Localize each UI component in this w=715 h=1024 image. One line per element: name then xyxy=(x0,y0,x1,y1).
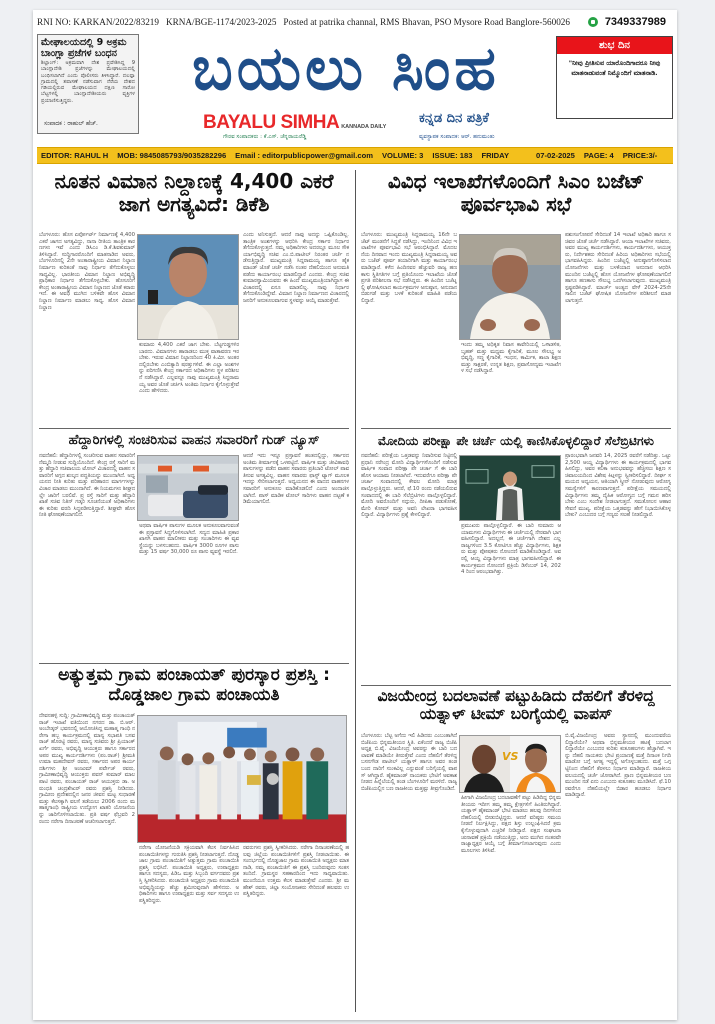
honorary-editor: ಗೌರವ ಸಂಪಾದಕರು : ಕೆ.ಎಸ್. ಚೆನ್ನರಾಯರೆಡ್ಡಿ xyxy=(223,134,307,140)
quote-text: "ನೀವು ಪ್ರೀತಿಸುವ ಯಾರೊಂದಿಗಾದರೂ ನೀವು ಮಾತನಾಡುವಂತೆ ನಿಮ್ಮೊಂದಿಗೆ ಮಾತನಾಡಿ. xyxy=(568,59,661,77)
masthead-logo-english xyxy=(203,112,386,134)
quote-title: ಶುಭ ದಿನ xyxy=(557,37,672,54)
story-separator xyxy=(361,428,671,429)
story-column-text: ಹೀಗಾಗಿ ವಿಜಯೇಂದ್ರ ಬದಲಾವಣೆಗೆ ಪಟ್ಟು ಹಿಡಿದಿದ್ದ ಭಿನ್ನಮತೀಯರು ಇದೀಗ ತಮ್ಮ ತಮ್ಮ ಕ್ಷೇತ್ರಗಳಿಗೆ ಹಿಂತಿರುಗಿದ್ದಾರೆ. ಯತ್ನಾಳ್ ಹೈಕಮಾಂಡ್ ಭೇಟಿ ಮಾಡಲು ಹಲವು ದಿನಗಳಿಂದ ದೆಹಲಿಯಲ್ಲಿ ಬೀಡುಬಿಟ್ಟಿದ್ದರು. ಆದರೆ ವರಿಷ್ಠರು ಸಮಯ ನೀಡದೆ ನಿರ್ಲಕ್ಷಿಸಿದ್ದು, ಪಕ್ಷದ ಶಿಸ್ತು ಉಲ್ಲಂಘಿಸಿದರೆ ಕ್ರಮ ಕೈಗೊಳ್ಳುವುದಾಗಿ ಎಚ್ಚರಿಕೆ ನೀಡಿದ್ದಾರೆ. ಪಕ್ಷದ ಸಂಘಟನಾ ಚುನಾವಣೆ ಪ್ರಕ್ರಿಯೆ ನಡೆಯುತ್ತಿದ್ದು, ಅದು ಮುಗಿದ ನಂತರವೇ ರಾಜ್ಯಾಧ್ಯಕ್ಷರ ಆಯ್ಕೆ ಬಗ್ಗೆ ತೀರ್ಮಾನಿಸಲಾಗುವುದು ಎಂದು ಮೂಲಗಳು ತಿಳಿಸಿವೆ. xyxy=(461,795,561,854)
story-column-text: ಅಥವಾ ವಾರ್ಷಿಕ ಪಾಸುಗಳ ಮೂಲಕ ಅನುಕೂಲವಾಗುವಂತೆ ಈ ಪ್ರಸ್ತಾವನೆ ಸಿದ್ಧಗೊಳಿಸಲಾಗಿದೆ. ಸದ್ಯದ ಮಾಹಿತಿ ಪ್ರಕಾರ ಖಾಸಗಿ ವಾಹನ ಮಾಲೀಕರು ಮತ್ತು ಸಂಚಾರಿಗಳು ಈ ವ್ಯವಸ್ಥೆಯನ್ನು ಬಳಸಬಹುದು. ವಾರ್ಷಿಕ 3000 ರೂಗಳ ಪಾಸು ಮತ್ತು 15 ವರ್ಷ 30,000 ರೂ ಪಾಸು ವ್ಯವಸ್ಥೆ ಇರಲಿದೆ. xyxy=(139,523,239,556)
story-column: ನವದೆಹಲಿ: ಪರೀಕ್ಷೆಯ ಒತ್ತಡವನ್ನು ನಿವಾರಿಸುವ ನಿಟ್ಟಿನಲ್ಲಿ ಪ್ರಧಾನಿ ನರೇಂದ್ರ ಮೋದಿ ವಿದ್ಯಾರ್ಥಿಗಳೊಂದಿಗೆ ನಡೆಸುವ ವಾರ್ಷಿಕ ಸಂವಾದ ಪರೀಕ್ಷಾ ಪೇ ಚರ್ಚಾ ಗೆ ಈ ಬಾರಿ ಹೊಸ ಆಯಾಮ ನೀಡಲಾಗಿದೆ. ಇದುವರೆಗೂ ಪರೀಕ್ಷಾ ಪೇ ಚರ್ಚಾ ಸಂವಾದದಲ್ಲಿ ಕೇವಲ ಮೋದಿ ಮಾತ್ರ ಪಾಲ್ಗೊಳ್ಳುತ್ತಿದ್ದರು. ಆದರೆ, ಫೆ.10 ರಂದು ನಡೆಯಲಿರುವ ಸಂವಾದದಲ್ಲಿ ಈ ಬಾರಿ ಸೆಲೆಬ್ರಿಟಿಗಳು ಪಾಲ್ಗೊಳ್ಳಲಿದ್ದಾರೆ. ಮೋದಿ ಅವರೊಂದಿಗೆ ಸದ್ಗುರು, ದೀಪಿಕಾ ಪಡುಕೋಣೆ, ಮೇರಿ ಕೋಮ್ ಮತ್ತು ಅವನಿ ಲೇಖರಾ ಭಾಗವಹಿಸಲಿದ್ದಾರೆ. ವಿದ್ಯಾರ್ಥಿಗಳು ಪ್ರಶ್ನೆ ಕೇಳಲಿದ್ದಾರೆ. xyxy=(361,453,457,519)
postal-info: Posted at patrika channal, RMS Bhavan, PSO Mysore Road Banglore-560026 xyxy=(283,17,570,27)
masthead-title-english: BAYALU SIMHA xyxy=(203,112,340,133)
whatsapp-icon xyxy=(588,17,598,27)
weekday: FRIDAY xyxy=(481,151,510,160)
yatnal-vs-vijayendra-photo xyxy=(459,735,561,793)
story-headline: ನೂತನ ವಿಮಾನ ನಿಲ್ದಾಣಕ್ಕೆ 4,400 ಎಕರೆ ಜಾಗ ಅಗತ್ಯವಿದೆ: ಡಿಕೆಶಿ xyxy=(54,169,334,216)
story-headline: ಹೆದ್ದಾರಿಗಳಲ್ಲಿ ಸಂಚರಿಸುವ ವಾಹನ ಸವಾರರಿಗೆ ಗುಡ್ ನ್ಯೂಸ್ xyxy=(68,433,320,448)
price: PRICE:3/- xyxy=(622,151,658,160)
toll-plaza-photo xyxy=(137,455,239,521)
news-brief-box xyxy=(37,34,139,134)
story-column: ಆದರೆ ಇದು ಇನ್ನೂ ಪ್ರಸ್ತಾವನೆ ಹಂತದಲ್ಲಿದ್ದು, ಸರ್ಕಾರದ ಅಂತಿಮ ತೀರ್ಮಾನಕ್ಕೆ ಒಳಪಟ್ಟಿದೆ. ವಾರ್ಷಿಕ ಮತ್ತು ಜೀವಿತಾವಧಿ ಪಾಸುಗಳನ್ನು ಪಡೆದ ವಾಹನ ಸವಾರರು ಪ್ರತಿಬಾರಿ ಟೋಲ್ ಪಾವತಿಸುವ ಅಗತ್ಯವಿಲ್ಲ. ವಾಹನ ಸವಾರರು ಫಾಸ್ಟ್ ಟ್ಯಾಗ್ ಮೂಲಕ ಇದನ್ನು ಸೇರಿಸಲಾಗುತ್ತದೆ. ಅಧ್ಯಯನದ ಈ ವಾದದ ವಾಹನಗಳ ಸವಾರರಿಗೆ ಅನುಕೂಲ ಮಾಡಿಕೊಡಲಿದೆ ಎಂದು ಅಂದಾಜಿಸಲಾಗಿದೆ. ಪಾಸ್ ಮಾಡಿಕ ಟೋಲ್ ಸಾರಿಗಳು ವಾಹನ ದಟ್ಟಣೆ ಕಡಿಮೆಯಾಗಲಿದೆ. xyxy=(243,453,349,506)
story-column: ಬೆಂಗಳೂರು: ಮುಖ್ಯಮಂತ್ರಿ ಸಿದ್ದರಾಮಯ್ಯ 16ನೇ ಬಜೆಟ್ ಮಂಡನೆಗೆ ಸಿದ್ಧತೆ ನಡೆಸಿದ್ದು, ಇಂದಿನಿಂದ ವಿವಿಧ ಇಲಾಖೆಗಳ ಪೂರ್ವಭಾವಿ ಸಭೆ ಆರಂಭಿಸಿದ್ದಾರೆ. ಮೊದಲನೆಯ ದಿನವಾದ ಇಂದು ಮುಖ್ಯಮಂತ್ರಿ ಸಿದ್ದರಾಮಯ್ಯ ಅವರು ಬಜೆಟ್ ಪೂರ್ವ ತಯಾರಿಗಾಗಿ ಮತ್ತು ಕಾರ್ಯಾರಂಭ ಮಾಡಿದ್ದಾರೆ. ಕಳೆದ ಹಿಂದಿನವರ ಹೆಚ್ಚುವರಿ ರಾಜ್ಯ ಹಣಕಾಸು ಸ್ಥಿತಿಗತಿಗಳ ಬಗ್ಗೆ ಪ್ರತಿಯೊಂದು ಇಲಾಖೆಯ ಜೊತೆ ಪ್ರಗತಿ ಪರಿಶೀಲನಾ ಸಭೆ ನಡೆಸಿದ್ದರು. ಈ ಹಿಂದಿನ ಬಜೆಟ್ನಲ್ಲಿ ಘೋಷಿಸಲಾದ ಕಾರ್ಯಕ್ರಮಗಳ ಅನುಷ್ಠಾನ, ಅನುದಾನ ಬಿಡುಗಡೆ ಮತ್ತು ಬಳಕೆ ಕುರಿತಂತೆ ಮಾಹಿತಿ ಪಡೆಯಲಿದ್ದಾರೆ. xyxy=(361,232,457,304)
story-column-text: ಇಂದು ತಮ್ಮ ಅಧಿಕೃತ ನಿವಾಸ ಕಾವೇರಿಯಲ್ಲಿ ಒಳಾಡಳಿತ, ಬೃಹತ್ ಮತ್ತು ಮಧ್ಯಮ ಕೈಗಾರಿಕೆ, ಮೂಲ ಸೌಲಭ್ಯ ಅಭಿವೃದ್ಧಿ, ಸಣ್ಣ ಕೈಗಾರಿಕೆ, ಇಂಧನ, ಕಾರ್ಮಿಕ, ಶಾಲಾ ಶಿಕ್ಷಣ ಮತ್ತು ಸಾಕ್ಷರತೆ, ಉನ್ನತ ಶಿಕ್ಷಣ, ಪ್ರವಾಸೋದ್ಯಮ ಇಲಾಖೆಗಳ ಸಭೆ ನಡೆಸಿದ್ದಾರೆ. xyxy=(461,342,561,375)
story-airport xyxy=(37,168,351,426)
story-column-text: ನರೇಗಾ ಯೋಜನೆಯಡಿ ಸಕ್ರಿಯವಾಗಿ ಕೆಲಸ ನಿರ್ವಹಿಸಿದ ಪಂಚಾಯಿತಿಗಳನ್ನು ಗುರುತಿಸಿ ಪ್ರಶಸ್ತಿ ನೀಡಲಾಗುತ್ತದೆ. ದೊಡ್ಡಜಾಲ ಗ್ರಾಮ ಪಂಚಾಯಿತಿಗೆ ಅತ್ಯುತ್ತಮ ಗ್ರಾಮ ಪಂಚಾಯಿತಿ ಪ್ರಶಸ್ತಿ ಲಭಿಸಿದೆ. ಪಂಚಾಯಿತಿ ಅಧ್ಯಕ್ಷರು, ಉಪಾಧ್ಯಕ್ಷರು ಹಾಗೂ ಸದಸ್ಯರು, ಪಿಡಿಒ ಮತ್ತು ಸಿಬ್ಬಂದಿ ವರ್ಗದವರು ಪ್ರಶಸ್ತಿ ಸ್ವೀಕರಿಸಿದರು. ಪಂಚಾಯಿತಿ ಅಧ್ಯಕ್ಷರು ಗ್ರಾಮ ಪಂಚಾಯಿತಿ ಅಭಿವೃದ್ಧಿಯನ್ನು ಹೆಚ್ಚು ಶ್ರಮಿಸುವುದಾಗಿ ಹೇಳಿದರು. ಅಧಿಕಾರಿಗಳು ಹಾಗೂ ಉಪಾಧ್ಯಕ್ಷರು ಮತ್ತು ಸರ್ವ ಸದಸ್ಯರು ಉಪಸ್ಥಿತರಿದ್ದರು. xyxy=(139,845,239,904)
mobile-numbers: MOB: 9845085793/9035282296 xyxy=(117,151,227,160)
story-budget-meeting xyxy=(359,168,673,426)
story-column-text: ರವರುಗಳು ಪ್ರಶಸ್ತಿ ಸ್ವೀಕರಿಸಿದರು. ನರೇಗಾ ದಿನಾಚರಣೆಯಲ್ಲಿ ಹಲವು ಜಿಲ್ಲೆಯ ಪಂಚಾಯಿತಿಗಳಿಗೆ ಪ್ರಶಸ್ತಿ ನೀಡಲಾಯಿತು. ಈ ಸಂದರ್ಭದಲ್ಲಿ ದೊಡ್ಡಜಾಲ ಗ್ರಾಮ ಪಂಚಾಯಿತಿ ಅಧ್ಯಕ್ಷರು ಮಾತನಾಡಿ, ನಮ್ಮ ಪಂಚಾಯಿತಿಗೆ ಈ ಪ್ರಶಸ್ತಿ ಬಂದಿರುವುದು ಸಂತಸ ತಂದಿದೆ. ಗ್ರಾಮಸ್ಥರ ಸಹಕಾರದಿಂದ ಇದು ಸಾಧ್ಯವಾಯಿತು. ಮುಂದೆಯೂ ಉತ್ತಮ ಕೆಲಸ ಮಾಡುತ್ತೇವೆ ಎಂದರು. ಶ್ರೀ ಮಹೇಶ್ ರವರು, ಜಿಲ್ಲಾ ಸಂಯೋಜಕರು ಸೇರಿದಂತೆ ಹಲವರು ಉಪಸ್ಥಿತರಿದ್ದರು. xyxy=(243,845,349,898)
story-pariksha-pe-charcha xyxy=(359,431,673,661)
story-headline: ಅತ್ಯುತ್ತಮ ಗ್ರಾಮ ಪಂಚಾಯತ್ ಪುರಸ್ಕಾರ ಪ್ರಶಸ್ತಿ : ದೊಡ್ಡಜಾಲ ಗ್ರಾಮ ಪಂಚಾಯತಿ xyxy=(58,665,330,705)
brief-headline: ಮೇಘಾಲಯದಲ್ಲಿ 9 ಅಕ್ರಮ ಬಾಂಗ್ಲಾ ಪ್ರಜೆಗಳ ಬಂಧನ xyxy=(41,37,127,59)
dk-shivakumar-photo xyxy=(137,234,239,340)
masthead-logo-kannada: ಬಯಲು ಸಿಂಹ xyxy=(192,34,500,104)
story-headline: ಮೋದಿಯ ಪರೀಕ್ಷಾ ಪೇ ಚರ್ಚೆ ಯಲ್ಲಿ ಕಾಣಿಸಿಕೊಳ್ಳಲಿದ್ದಾರೆ ಸೆಲೆಬ್ರಿಟಿಗಳು xyxy=(377,434,655,448)
story-column: ಬೆಂಗಳೂರು: ಬೆಟ್ಟ ಅಗೆದು ಇಲಿ ಹಿಡಿದರು ಎಂಬಂತಾಗಿದೆ ಬಿಜೆಪಿಯ ಭಿನ್ನಮತೀಯರ ಸ್ಥಿತಿ. ಏಕೆಂದರೆ ರಾಜ್ಯ ಬಿಜೆಪಿ ಅಧ್ಯಕ್ಷ ಬಿ.ವೈ. ವಿಜಯೇಂದ್ರ ಅವರನ್ನು ಈ ಬಾರಿ ಬದಲಾವಣೆ ಮಾಡಿಯೇ ತೀರುತ್ತೇವೆ ಎಂದು ದೆಹಲಿಗೆ ತೆರಳಿದ್ದ ಬಸನಗೌಡ ಪಾಟೀಲ್ ಯತ್ನಾಳ್ ಹಾಗೂ ಅವರ ತಂಡ ಬಂದ ದಾರಿಗೆ ಸುಂಕವಿಲ್ಲ ಎನ್ನುವಂತೆ ಬರಿಗೈಯಲ್ಲಿ ವಾಪಸ್ ಆಗಿದ್ದಾರೆ. ಹೈಕಮಾಂಡ್ ನಾಯಕರು ಭೇಟಿಗೆ ಅವಕಾಶ ನೀಡದ ಹಿನ್ನೆಲೆಯಲ್ಲಿ ತಂಡ ಬೆಂಗಳೂರಿಗೆ ಮರಳಿದೆ. ರಾಜ್ಯ ಬಿಜೆಪಿಯಲ್ಲಿನ ಬಣ ರಾಜಕೀಯ ಮತ್ತಷ್ಟು ತೀವ್ರಗೊಂಡಿದೆ. xyxy=(361,733,457,792)
newspaper-page xyxy=(33,10,677,1020)
modi-photo xyxy=(459,455,561,521)
quote-of-the-day xyxy=(556,36,673,119)
volume-number: VOLUME: 3 xyxy=(381,151,424,160)
issue-date: 07-02-2025 xyxy=(536,151,575,160)
story-separator xyxy=(39,663,349,664)
story-column-text: ಕುಮಾರು 4,400 ಎಕರೆ ಜಾಗ ಬೇಕು. ಬೆಟ್ಟಗುಡ್ಡಗಳಿರಬಾರದು. ವಿಮಾನಗಳು ಹಾರಾಡಲು ಮುಕ್ತ ವಾತಾವರಣ ಇರಬೇಕು. ಇರುವ ವಿಮಾನ ನಿಲ್ದಾಣದಿಂದ 40 ಕಿ.ಮೀ. ಅಂತರದಲ್ಲಿರಬೇಕು ಎಂಬಿತ್ಯಾದಿ ಷರತ್ತುಗಳಿವೆ. ಈ ಎಲ್ಲಾ ಅಂಶಗಳನ್ನು ಪರಿಗಣಿಸಿ ಕೇಂದ್ರ ಸರ್ಕಾರದ ಅಧಿಕಾರಿಗಳು ಸ್ಥಳ ಪರಿಶೀಲನೆ ನಡೆಸಿದ್ದಾರೆ. ಎಲ್ಲವನ್ನೂ ನಾವು ಮುಖ್ಯಮಂತ್ರಿ ಸಿದ್ದರಾಮಯ್ಯ ಅವರ ಜೊತೆ ಚರ್ಚಿಸಿ ಅಂತಿಮ ನಿರ್ಧಾರ ಕೈಗೊಳ್ಳುತ್ತೇವೆ ಎಂದು ಹೇಳಿದರು. xyxy=(139,342,239,395)
story-column: ದೇವನಹಳ್ಳಿ ಸುದ್ದಿ: ಗ್ರಾಮೀಣಾಭಿವೃದ್ಧಿ ಮತ್ತು ಪಂಚಾಯತ್ ರಾಜ್ ಇಲಾಖೆ ವತಿಯಿಂದ ನಗರದ ಡಾ. ಬಿ.ಆರ್. ಅಂಬೇಡ್ಕರ್ ಭವನದಲ್ಲಿ ಆಯೋಜಿಸಿದ್ದ ಮಹಾತ್ಮ ಗಾಂಧಿ ನರೇಗಾ ಹಬ್ಬ ಕಾರ್ಯಕ್ರಮದಲ್ಲಿ ಮಾನ್ಯ ಸಭಾಪತಿ ಬಸವರಾಜ್ ಹೊರಟ್ಟಿ ರವರು, ಮಾನ್ಯ ಸಚಿವರು ಶ್ರೀ ಪ್ರಿಯಾಂಕ್ ಖರ್ಗೆ ರವರು, ಅಭಿವೃದ್ಧಿ ಆಯುಕ್ತರು ಹಾಗೂ ಸರ್ಕಾರದ ಅಪರ ಮುಖ್ಯ ಕಾರ್ಯದರ್ಶಿಗಳು (ಪಂ.ರಾಜ್) ಶ್ರೀಮತಿ ಉಮಾ ಮಹದೇವನ್ ರವರು, ಸರ್ಕಾರದ ಅಪರ ಕಾರ್ಯದರ್ಶಿಗಳು ಶ್ರೀ ಅಂಜುಮ್ ಪರ್ವೇಜ್ ರವರು, ಗ್ರಾಮೀಣಾಭಿವೃದ್ಧಿ ಆಯುಕ್ತರು ಪವನ್ ಕುಮಾರ್ ಮಾಲಪಾಟಿ ರವರು, ಪಂಚಾಯತ್ ರಾಜ್ ಆಯುಕ್ತರು ಡಾ. ಅರುಂಧತಿ ಚಂದ್ರಶೇಖರ್ ರವರು ಪ್ರಶಸ್ತಿ ನೀಡಿದರು. ಗ್ರಾಮೀಣ ಪ್ರದೇಶದಲ್ಲಿನ ಜನರ ಜೀವನ ಮಟ್ಟ ಸುಧಾರಣೆ ಮತ್ತು ಕೆಲಸಕ್ಕಾಗಿ ವಲಸೆ ತಡೆಯಲು 2006 ರಂದು ಮಹಾತ್ಮಗಾಂಧಿ ರಾಷ್ಟ್ರೀಯ ಉದ್ಯೋಗ ಖಾತರಿ ಯೋಜನೆಯನ್ನು ಜಾರಿಗೊಳಿಸಲಾಯಿತು. ಪ್ರತಿ ವರ್ಷ ಫೆಬ್ರವರಿ 2 ರಂದು ನರೇಗಾ ದಿನಾಚರಣೆ ಆಚರಿಸಲಾಗುತ್ತದೆ. xyxy=(39,713,135,825)
masthead-subtitle-english: KANNADA DAILY xyxy=(341,124,387,130)
award-ceremony-photo xyxy=(137,715,347,843)
editor-credit: ಸಂಪಾದಕ : ರಾಹುಲ್ ಹೆಚ್. xyxy=(44,121,98,127)
story-headline: ವಿಜಯೇಂದ್ರ ಬದಲಾವಣೆ ಪಟ್ಟುಹಿಡಿದು ದೆಹಲಿಗೆ ತೆರಳಿದ್ದ ಯತ್ನಾಳ್ ಟೀಮ್ ಬರಿಗೈಯಲ್ಲಿ ವಾಪಸ್ xyxy=(377,687,655,723)
story-column: ಎಂದು ಅನಿಸುತ್ತದೆ. ಆದರೆ ನಾವು ಅದನ್ನು ಒಪ್ಪಿಕೊಂಡಿಲ್ಲ. ತಾಂತ್ರಿಕ ಅಂಶಗಳನ್ನು ಆಧರಿಸಿ ಕೇಂದ್ರ ಸರ್ಕಾರ ನಿರ್ಧಾರ ತೆಗೆದುಕೊಳ್ಳುತ್ತದೆ. ನಮ್ಮ ಅಧಿಕಾರಿಗಳು ಅದರಲ್ಲೂ ಮೂಲ ಸೌಕರ್ಯಾಭಿವೃದ್ಧಿ ಸಚಿವ ಎಂ.ಬಿ.ಪಾಟೀಲ್ ನಿರಂತರ ಚರ್ಚೆ ನಡೆಸುತ್ತಿದ್ದಾರೆ. ಮುಖ್ಯಮಂತ್ರಿ ಸಿದ್ದರಾಮಯ್ಯ ಹಾಗೂ ಹೈಕಮಾಂಡ್ ಜೊತೆ ಚರ್ಚೆ ನಡೆಸಿ ನಂತರ ದೆಹಲಿಯಿಂದ ಅನುಮತಿ ಪಡೆದು ಕಾರ್ಯಾರಂಭ ಮಾಡಲಿದ್ದಾರೆ ಎಂದರು. ಕೇಂದ್ರ ಸಚಿವ ಕುಮಾರಸ್ವಾಮಿಯವರು ಈ ಹಿಂದೆ ಮುಖ್ಯಮಂತ್ರಿಯಾಗಿದ್ದಾಗ ಈ ವಿಚಾರದಲ್ಲಿ ಏನೂ ಮಾಡಲಿಲ್ಲ. ನಾವು ನಿರ್ಧಾರ ತೆಗೆದುಕೊಂಡಿದ್ದೇವೆ. ವಿಮಾನ ನಿಲ್ದಾಣ ನಿರ್ಮಾಣದ ವಿಚಾರದಲ್ಲಿ ಜನರಿಗೆ ಅನುಕೂಲವಾಗುವ ಸ್ಥಳವನ್ನು ಆಯ್ಕೆ ಮಾಡುತ್ತೇವೆ. xyxy=(243,232,349,304)
siddaramaiah-photo xyxy=(459,234,561,340)
email-address[interactable]: Email : editorpublicpower@gmail.com xyxy=(235,151,373,160)
story-column: ಪಶುಸಂಗೋಪನೆ ಸೇರಿದಂತೆ 14 ಇಲಾಖೆ ಅಧಿಕಾರಿ ಹಾಗೂ ಸಚಿವರ ಜೊತೆ ಚರ್ಚೆ ನಡೆಸಿದ್ದಾರೆ. ಆಯಾ ಇಲಾಖೆಗಳ ಸಚಿವರು, ಅವರ ಮುಖ್ಯ ಕಾರ್ಯದರ್ಶಿಗಳು, ಕಾರ್ಯದರ್ಶಿಗಳು, ಆಯುಕ್ತರು, ನಿರ್ದೇಶಕರು ಸೇರಿದಂತೆ ಹಿರಿಯ ಅಧಿಕಾರಿಗಳು ಸಭೆಯಲ್ಲಿ ಭಾಗವಹಿಸಿದ್ದರು. ಹಿಂದಿನ ಬಜೆಟ್ನಲ್ಲಿ ಅನುಷ್ಠಾನಗೊಳಿಸಲಾದ ಯೋಜನೆಗಳು ಮತ್ತು ಬಳಕೆಯಾದ ಅನುದಾನ ಆಧರಿಸಿ ಮುಂದಿನ ಬಜೆಟ್ನಲ್ಲಿ ಹೊಸ ಯೋಜನೆಗಳ ಘೋಷಣೆಯಾಗಲಿದೆ ಹಾಗೂ ಹಣಕಾಸು ಸೌಲಭ್ಯ ಒದಗಿಸಲಾಗುವುದು. ಮುಖ್ಯಮಂತ್ರಿ ಸ್ಪಷ್ಟಪಡಿಸಿದ್ದಾರೆ. ಮಾರ್ಚ್ ಅಂತ್ಯದ ವೇಳೆ 2024-25ನೇ ಸಾಲಿನ ಬಜೆಟ್ ಘೋಷಿತ ಯೋಜನೆಗಳ ಪರಿಶೀಲನೆ ಮಾಡಲಾಗುತ್ತದೆ. xyxy=(565,232,671,304)
story-column-text: ಪ್ರಮುಖರು ಪಾಲ್ಗೊಳ್ಳಲಿದ್ದಾರೆ. ಈ ಬಾರಿ ಸುಮಾರು ಆಯಾಮಗಳು ವಿದ್ಯಾರ್ಥಿಗಳು ಈ ಚರ್ಚೆಯಲ್ಲಿ ನೇರವಾಗಿ ಭಾಗವಹಿಸಲಿದ್ದಾರೆ. ಅದಲ್ಲದೆ, ಈ ಚರ್ಚೆಗಾಗಿ ದೇಶದ ಎಲ್ಲ ರಾಜ್ಯಗಳಿಂದ 3.5 ಕೋಟಿಗೂ ಹೆಚ್ಚು ವಿದ್ಯಾರ್ಥಿಗಳು, ಶಿಕ್ಷಕರು ಮತ್ತು ಪೋಷಕರು ನೋಂದಣಿ ಮಾಡಿಕೊಂಡಿದ್ದಾರೆ. ಅವರಲ್ಲಿ ಆಯ್ದ ವಿದ್ಯಾರ್ಥಿಗಳು ಮಾತ್ರ ಭಾಗವಹಿಸಲಿದ್ದಾರೆ. ಈ ಕಾರ್ಯಕ್ರಮದ ನೋಂದಣಿ ಪ್ರಕ್ರಿಯೆ ಡಿಸೆಂಬರ್ 14, 2024 ರಿಂದ ಆರಂಭವಾಗಿತ್ತು. xyxy=(461,523,561,576)
page-number: PAGE: 4 xyxy=(583,151,614,160)
masthead-tagline: ಕನ್ನಡ ದಿನ ಪತ್ರಿಕೆ xyxy=(419,111,489,126)
story-column: ಪ್ರಾರಂಭವಾಗಿ ಜನವರಿ 14, 2025 ರವರೆಗೆ ನಡೆದಿತ್ತು. ಒಟ್ಟು 2,500 ಆಯ್ದ ವಿದ್ಯಾರ್ಥಿಗಳು ಈ ಕಾರ್ಯಕ್ರಮದಲ್ಲಿ ಭಾಗವಹಿಸಲಿದ್ದು, ಅವರ ಕಲಿಕಾ ಅನುಭವವನ್ನು ಹೆಚ್ಚಿಸಲು ಶಿಕ್ಷಣ ಸಚಿವಾಲಯದಿಂದ ವಿಶೇಷ ಕಿಟ್ಗಳನ್ನು ಸ್ವೀಕರಿಸಲಿದ್ದಾರೆ. ದೀರ್ಘ ಸಮಯದ ಅಧ್ಯಯನ, ಆತಿಯಾಗಿ ಸ್ಕ್ರೀನ್ ನೋಡುವುದು ಆರೋಗ್ಯ ಸಮಸ್ಯೆಗಳಿಗೆ ಕಾರಣವಾಗುತ್ತದೆ. ಪರೀಕ್ಷೆಯ ಸಮಯದಲ್ಲಿ ವಿದ್ಯಾರ್ಥಿಗಳು ತಮ್ಮ ದೈಹಿಕ ಆರೋಗ್ಯದ ಬಗ್ಗೆ ಗಮನ ಹರಿಸಬೇಕು ಎಂಬ ಸಂದೇಶ ನೀಡಲಾಗುತ್ತದೆ. ಸಮತೋಲನ ಆಹಾರ ಸೇವನೆ ಮುಖ್ಯ. ಪರೀಕ್ಷೆಯ ಒತ್ತಡವನ್ನು ಹೇಗೆ ನಿಭಾಯಿಸಿಕೊಳ್ಳಬೇಕು? ಎಂಬುದರ ಬಗ್ಗೆ ಗಣ್ಯರು ಸಲಹೆ ನೀಡಲಿದ್ದಾರೆ. xyxy=(565,453,671,519)
managing-editor: ವ್ಯವಸ್ಥಾಪಕ ಸಂಪಾದಕ: ಆರ್. ಹನುಮಂತು xyxy=(419,134,495,140)
whatsapp-contact[interactable] xyxy=(588,16,673,28)
editor-name: EDITOR: RAHUL H xyxy=(41,151,109,160)
story-panchayat-award xyxy=(37,665,351,1015)
story-column: ಬೆಂಗಳೂರು: ಹೊಸ ಏರ್ಪೋರ್ಟ್ ನಿರ್ಮಾಣಕ್ಕೆ 4,400 ಎಕರೆ ಜಾಗದ ಅಗತ್ಯವಿದ್ದು, ನಾನಾ ರೀತಿಯ ತಾಂತ್ರಿಕ ಕಾರಣಗಳು ಇವೆ ಎಂದು ಡಿಸಿಎಂ ಡಿ.ಕೆ.ಶಿವಕುಮಾರ್ ತಿಳಿಸಿದ್ದಾರೆ. ಸುದ್ದಿಗಾರರೊಂದಿಗೆ ಮಾತನಾಡಿದ ಅವರು, ಬೆಂಗಳೂರಿನಲ್ಲಿ 2ನೇ ಅಂತಾರಾಷ್ಟ್ರೀಯ ವಿಮಾನ ನಿಲ್ದಾಣ ನಿರ್ಮಾಣ ಕುರಿತಂತೆ ನಾವು ನಿರ್ಧಾರ ತೆಗೆದುಕೊಳ್ಳಲು ಸಾಧ್ಯವಿಲ್ಲ. ಭಾರತೀಯ ವಿಮಾನ ನಿಲ್ದಾಣ ಅಭಿವೃದ್ಧಿ ಪ್ರಾಧಿಕಾರ ನಿರ್ಧಾರ ತೆಗೆದುಕೊಳ್ಳಬೇಕು. ಹೊಸೂರಿಗೆ ಕೇಂದ್ರ ಅಂತಾರಾಷ್ಟ್ರೀಯ ವಿಮಾನ ನಿಲ್ದಾಣದ ಜೊತೆ ಕರಾರು ಇದೆ. ಈ ಅವಧಿ ಮುಗಿದ ಬಳಿಕವೇ ಹೊಸ ವಿಮಾನ ನಿಲ್ದಾಣ ನಿರ್ಮಾಣ ಮಾಡಲು ಸಾಧ್ಯ. ಹೊಸ ವಿಮಾನ ನಿಲ್ದಾಣ xyxy=(39,232,135,311)
issue-number: ISSUE: 183 xyxy=(432,151,473,160)
story-headline: ವಿವಿಧ ಇಲಾಖೆಗಳೊಂದಿಗೆ ಸಿಎಂ ಬಜೆಟ್ ಪೂರ್ವಭಾವಿ ಸಭೆ xyxy=(387,169,645,216)
edition-info-bar xyxy=(37,147,673,164)
story-separator xyxy=(361,685,671,686)
story-separator xyxy=(39,428,349,429)
story-highway-toll xyxy=(37,431,351,661)
rni-number: RNI NO: KARKAN/2022/83219 xyxy=(37,17,159,27)
krna-number: KRNA/BGE-1174/2023-2025 xyxy=(166,17,277,27)
story-column: ಬಿ.ವೈ.ವಿಜಯೇಂದ್ರ ಅವರು ಸ್ಥಾನದಲ್ಲಿ ಮುಂದುವರೆಯಲಿದ್ದಾರೆಯೇ? ಅಥವಾ ಭಿನ್ನಮತೀಯರ ಹಟಕ್ಕೆ ಬದಲಾಗಲಿದ್ದಾರೆಯೇ ಎಂಬುದರ ಕುರಿತು ಕುತೂಹಲಗಳು ಹೆಚ್ಚಾಗಿವೆ. ಇನ್ನು ದೆಹಲಿ ನಾಯಕರು ಭೇಟಿ ಪ್ರಯಾಣಕ್ಕೆ ಮತ್ತೆ ದಿನಾಂಕ ನಿಗದಿ ಮಾಡೋ ಬಗ್ಗೆ ಅಗತ್ಯ ಇದ್ದಲ್ಲಿ ಅಗೊಳ್ಳಬಹುದು. ಮತ್ತೆ ಒಗ್ಗಟ್ಟಿನಿಂದ ದೆಹಲಿಗೆ ತೆರಳಲು ನಿರ್ಧಾರ ಮಾಡಿದ್ದಾರೆ. ರಾಜಕೀಯ ವಲಯದಲ್ಲಿ ಚರ್ಚೆ ಜೋರಾಗಿದೆ. ಪ್ರಾಣ ಭಿನ್ನಮತೀಯರ ಬಣ ಮುಂದಿನ ನಡೆ ಏನು ಎಂಬುದು ಕುತೂಹಲ ಮೂಡಿಸಿದೆ. ಫೆ.10ರವರೆಗೂ ದೆಹಲಿಯಲ್ಲೇ ಬಿಡಾರ ಹೂಡಲು ನಿರ್ಧಾರ ಮಾಡಿದ್ದಾರೆ. xyxy=(565,733,671,799)
brief-body: ಶಿಲ್ಲಾಂಗ್: ಅಕ್ರಮವಾಗಿ ದೇಶ ಪ್ರವೇಶಿಸಿದ್ದ 9 ಬಾಂಗ್ಲಾದೇಶಿ ಪ್ರಜೆಗಳನ್ನು ಮೇಘಾಲಯದಲ್ಲಿ ಬಂಧಿಸಲಾಗಿದೆ ಎಂದು ಪೊಲೀಸರು ತಿಳಿಸಿದ್ದಾರೆ. ದಲಪ್ಪಾ ಗ್ರಾಮದಲ್ಲಿ ತಪಾಸಣೆ ನಡೆಸುವಾಗ ನೆರೆಯ ದೇಶದ ಗಡಿಯಲ್ಲಿರುವ ಮೇಘಾಲಯದ ದಕ್ಷಿಣ ಗಾರೋ ಬೆಟ್ಟಗಳಲ್ಲಿ ಬಾಂಗ್ಲಾದೇಶೀಯರು ವ್ಯಕ್ತಿಗಳ ಪ್ರಯಾಣಿಸುತ್ತಿದ್ದರು. xyxy=(41,60,135,104)
story-column: ನವದೆಹಲಿ: ಹೆದ್ದಾರಿಗಳಲ್ಲಿ ಸಂಚರಿಸುವ ವಾಹನ ಸವಾರರಿಗೆ ನೆಮ್ಮದಿ ನೀಡುವ ಸುದ್ದಿಯೊಂದಿದೆ. ಕೇಂದ್ರ ರಸ್ತೆ ಸಾರಿಗೆ ಮತ್ತು ಹೆದ್ದಾರಿ ಸಚಿವಾಲಯ ಟೋಲ್ ವಿಚಾರದಲ್ಲಿ ವಾಹನ ಸವಾರರಿಗೆ ಅಗ್ಗದ ಶುಲ್ಕದ ಪದ್ಧತಿಯನ್ನು ಮುಂದಾಗಿದೆ. ಅಧ್ಯಯನದ ನೀತಿ ಕುರಿತು ಮತ್ತು ಪರಿಹಾರದ ಮಾರ್ಗಗಳನ್ನು ವಿಚಾರ ಮಾಡಲು ಮುಂದಾಗಿದೆ. ಈ ನಿಯಮಗಳು ಶೀಘ್ರದಲ್ಲೇ ಜಾರಿಗೆ ಬರಲಿವೆ. ಪ್ರ ರಸ್ತೆ ಸಾರಿಗೆ ಮತ್ತು ಹೆದ್ದಾರಿ ಖಾತೆ ಸಚಿವ ನಿತಿನ್ ಗಡ್ಕರಿ ಸೂಚನೆಯಂತೆ ಅಧಿಕಾರಿಗಳು ಈ ಕುರಿತು ವರದಿ ಸಿದ್ಧಪಡಿಸುತ್ತಿದ್ದಾರೆ. ಶೀಘ್ರವೇ ಹೊಸ ನೀತಿ ಘೋಷಣೆಯಾಗಲಿದೆ. xyxy=(39,453,135,519)
story-vijayendra-yatnal xyxy=(359,687,673,1015)
column-divider xyxy=(355,170,356,1012)
vs-label: VS xyxy=(502,750,519,763)
phone-number: 7349337989 xyxy=(604,16,666,28)
